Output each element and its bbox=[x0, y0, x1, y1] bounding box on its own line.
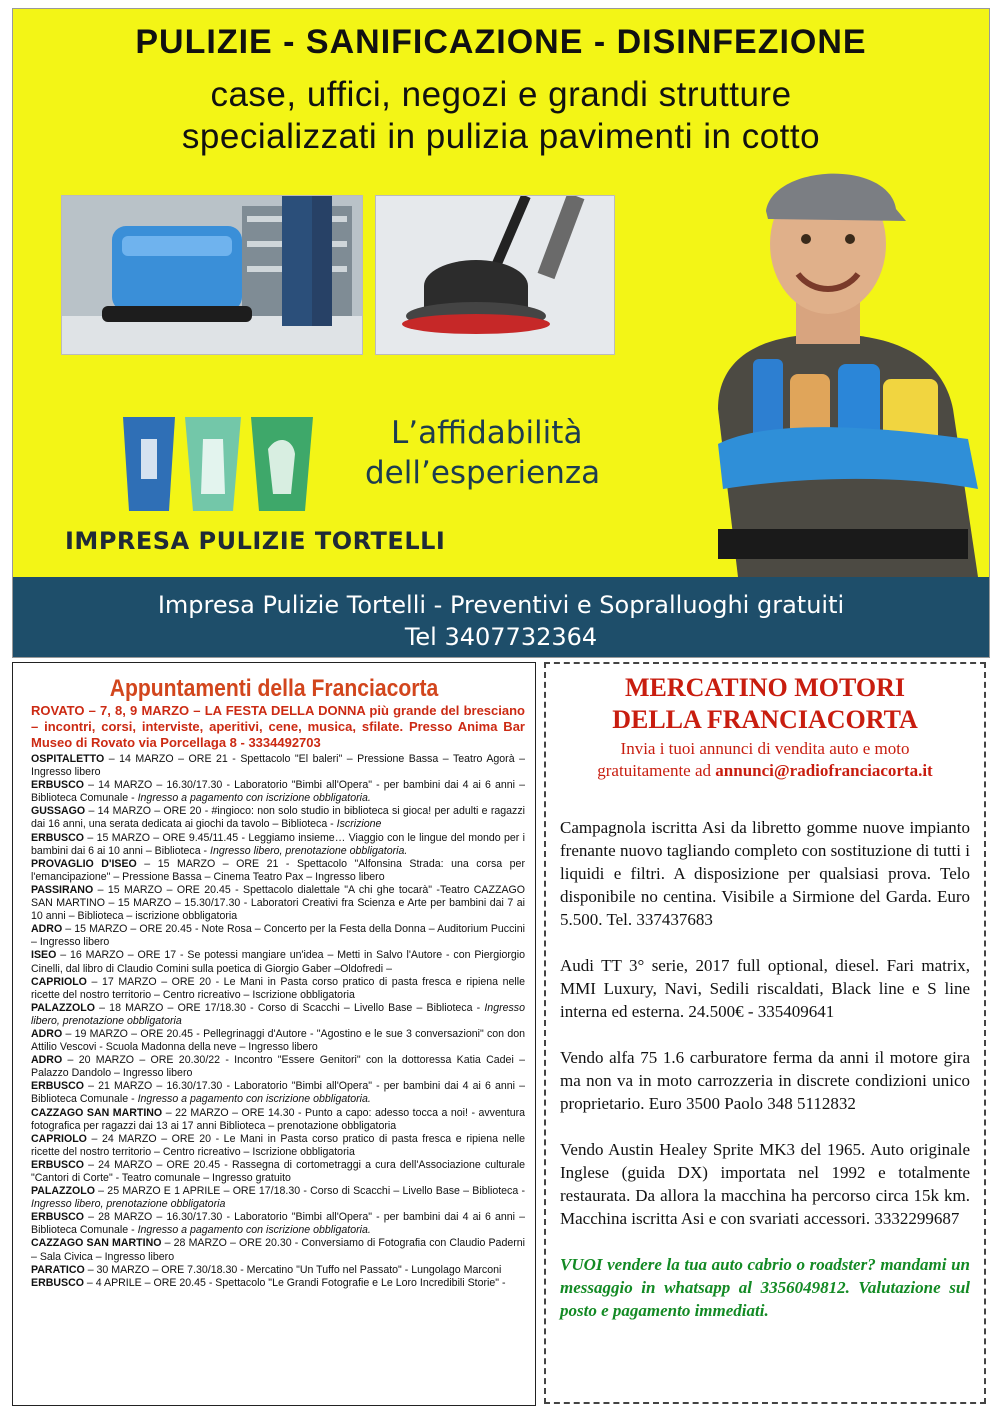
event-item bbox=[31, 1159, 525, 1185]
event-item bbox=[31, 1264, 525, 1277]
market-email[interactable]: annunci@radiofranciacorta.it bbox=[715, 761, 933, 780]
logo-text: IMPRESA PULIZIE TORTELLI bbox=[65, 527, 446, 555]
event-note: Ingresso a pagamento con iscrizione obbligatoria. bbox=[137, 1093, 371, 1106]
event-place: PROVAGLIO D'ISEO bbox=[31, 857, 137, 870]
event-note: Iscrizione bbox=[336, 818, 382, 831]
listing-item: Vendo alfa 75 1.6 carburatore ferma da anni il motore gira ma non va in moto carrozzeria in discrete condizioni unico proprietario. Euro 3500 Paolo 348 5112832 bbox=[560, 1048, 970, 1113]
appointments-intro: ROVATO – 7, 8, 9 MARZO – LA FESTA DELLA DONNA più grande del bresciano – incontri, corsi, interviste, aperitivi, cene, musica, sfilate. Presso Anima Bar Museo di Rovato via Porcellaga 8 - 3334492703 bbox=[31, 703, 525, 750]
listing-item: Audi TT 3° serie, 2017 full optional, diesel. Fari matrix, MMI Luxury, Navi, Sedili riscaldati, Black line e S line interna ed esterna. 24.500€ - 335409641 bbox=[560, 956, 970, 1021]
event-item bbox=[31, 976, 525, 1002]
ad-subheadline-1: case, uffici, negozi e grandi strutture bbox=[210, 75, 792, 114]
floor-scrubber-photo bbox=[61, 195, 363, 355]
event-place: PALAZZOLO bbox=[31, 1185, 95, 1198]
event-place: ADRO bbox=[31, 923, 63, 936]
event-note: Ingresso libero, prenotazione obbligatoria bbox=[31, 1198, 226, 1211]
floor-polisher-photo bbox=[375, 195, 615, 355]
slogan-line-1: L’affidabilità bbox=[391, 415, 583, 451]
event-item bbox=[31, 805, 525, 831]
event-item bbox=[31, 1133, 525, 1159]
appointments-title: Appuntamenti della Franciacorta bbox=[109, 675, 439, 702]
event-text: – 28 MARZO – 16.30/17.30 - Laboratorio "Bimbi all'Opera" - per bambini dai 4 ai 6 anni – Biblioteca Comunale - bbox=[31, 1211, 525, 1237]
market-title-line-2: DELLA FRANCIACORTA bbox=[612, 705, 918, 734]
contact-phone: Tel 3407732364 bbox=[404, 623, 598, 651]
event-place: ERBUSCO bbox=[31, 1080, 84, 1093]
motors-market-section bbox=[544, 662, 986, 1404]
event-place: ERBUSCO bbox=[31, 779, 84, 792]
event-place: ERBUSCO bbox=[31, 1211, 84, 1224]
event-item bbox=[31, 858, 525, 884]
market-subtitle-line-1: Invia i tuoi annunci di vendita auto e moto bbox=[620, 739, 910, 758]
event-text: – 15 MARZO – ORE 20.45 - Note Rosa – Concerto per la Festa della Donna – Auditorium Puccini – Ingresso libero bbox=[31, 923, 525, 949]
listing-item: Campagnola iscritta Asi da libretto gomme nuove impianto frenante nuovo tagliando completo con sostituzione di tutti i liquidi e filtri. A disposizione per qualsiasi prova. Telo disponibile no centina. Visibile a Sirmione del Garda. Euro 5.500. Tel. 337437683 bbox=[560, 818, 970, 929]
appointments-section bbox=[12, 662, 536, 1406]
event-text: – 20 MARZO – ORE 20.30/22 - Incontro "Essere Genitori" con la dottoressa Katia Cadei – Palazzo Dandolo – Ingresso libero bbox=[31, 1054, 525, 1080]
event-item bbox=[31, 1002, 525, 1028]
event-text: – 14 MARZO – 16.30/17.30 - Laboratorio "Bimbi all'Opera" - per bambini dai 4 ai 6 anni – Biblioteca Comunale - bbox=[31, 779, 525, 805]
ad-yellow-panel bbox=[13, 9, 989, 577]
event-item bbox=[31, 1054, 525, 1080]
event-note: Ingresso libero, prenotazione obbligatoria. bbox=[210, 844, 408, 857]
event-item bbox=[31, 1185, 525, 1211]
event-item bbox=[31, 1211, 525, 1237]
event-item bbox=[31, 753, 525, 779]
event-item bbox=[31, 949, 525, 975]
event-text: – 25 MARZO E 1 APRILE – ORE 17/18.30 - Corso di Scacchi – Livello Base – Biblioteca - bbox=[94, 1185, 525, 1198]
event-note: Ingresso libero, prenotazione obbligatoria bbox=[31, 1001, 525, 1027]
event-item bbox=[31, 884, 525, 923]
event-item bbox=[31, 779, 525, 805]
event-note: Ingresso a pagamento con iscrizione obbligatoria. bbox=[137, 1224, 371, 1237]
event-text: – 18 MARZO – ORE 17/18.30 - Corso di Scacchi – Livello Base – Biblioteca - bbox=[94, 1001, 485, 1014]
market-subtitle bbox=[546, 738, 984, 782]
event-place: ERBUSCO bbox=[31, 831, 84, 844]
cleaning-advertisement bbox=[12, 8, 990, 658]
market-call-to-action: VUOI vendere la tua auto cabrio o roadster? mandami un messaggio in whatsapp al 3356049812. Valutazione sul posto e pagamento immediati. bbox=[560, 1255, 970, 1320]
event-place: CAPRIOLO bbox=[31, 975, 87, 988]
market-title-line-1: MERCATINO MOTORI bbox=[625, 673, 905, 702]
slogan-line-2: dell’esperienza bbox=[365, 455, 601, 491]
event-text: – 16 MARZO – ORE 17 - Se potessi mangiare un'idea – Metti in Salvo l'Autore - con Piergiorgio Cinelli, dal libro di Claudio Comini sulla poetica di Giorgio Gaber –Oldofredi – bbox=[31, 949, 525, 975]
event-text: – 24 MARZO – ORE 20.45 - Rassegna di cortometraggi a cura dell'Associazione culturale "Cantori di Corte" - Teatro comunale – Ingresso gratuito bbox=[31, 1158, 525, 1184]
company-logo bbox=[113, 409, 323, 519]
event-text: – 17 MARZO – ORE 20 - Le Mani in Pasta corso pratico di pasta fresca e ripiena nelle ricette del nostro territorio – Centro ricreativo – Iscrizione obbligatoria bbox=[31, 975, 525, 1001]
event-item bbox=[31, 1080, 525, 1106]
event-text: – 30 MARZO – ORE 7.30/18.30 - Mercatino "Un Tuffo nel Passato" - Lungolago Marconi bbox=[84, 1263, 502, 1276]
contact-bar-line-1: Impresa Pulizie Tortelli - Preventivi e Sopralluoghi gratuiti bbox=[157, 591, 845, 619]
event-place: ADRO bbox=[31, 1027, 63, 1040]
market-subtitle-prefix: gratuitamente ad bbox=[597, 761, 716, 780]
ad-headline: PULIZIE - SANIFICAZIONE - DISINFEZIONE bbox=[135, 23, 867, 61]
event-note: Ingresso a pagamento con iscrizione obbligatoria. bbox=[137, 792, 371, 805]
event-place: CAZZAGO SAN MARTINO bbox=[31, 1237, 162, 1250]
event-text: – 21 MARZO – 16.30/17.30 - Laboratorio "Bimbi all'Opera" - per bambini dai 4 ai 6 anni – Biblioteca Comunale - bbox=[31, 1080, 525, 1106]
events-list bbox=[13, 751, 535, 1290]
event-place: CAZZAGO SAN MARTINO bbox=[31, 1106, 163, 1119]
cleaner-man-photo bbox=[678, 159, 989, 577]
event-text: – 24 MARZO – ORE 20 - Le Mani in Pasta corso pratico di pasta fresca e ripiena nelle ricette del nostro territorio – Centro ricreativo – Iscrizione obbligatoria bbox=[31, 1132, 525, 1158]
market-subtitle-line-2 bbox=[546, 760, 984, 782]
event-place: PALAZZOLO bbox=[31, 1001, 95, 1014]
event-item bbox=[31, 1028, 525, 1054]
event-text: – 28 MARZO – ORE 20.30 - Conversiamo di Fotografia con Claudio Paderni – Sala Civica – Ingresso libero bbox=[31, 1237, 526, 1263]
event-place: ERBUSCO bbox=[31, 1158, 84, 1171]
event-place: PARATICO bbox=[31, 1263, 85, 1276]
event-text: – 14 MARZO – ORE 20 - #ingioco: non solo studio in biblioteca si gioca! per adulti e ragazzi dai 16 anni, una serata dedicata ai giochi da tavolo – Biblioteca - bbox=[31, 805, 525, 831]
event-place: ISEO bbox=[31, 949, 57, 962]
event-item bbox=[31, 923, 525, 949]
event-text: – 15 MARZO – ORE 20.45 - Spettacolo dialettale "A chi ghe tocarà" -Teatro CAZZAGO SAN MARTINO – 15 MARZO – 15.30/17.30 - Laboratori Creativi fra Scienza e Arte per bambini dai 7 ai 10 anni – Biblioteca – iscrizione obbligatoria bbox=[31, 883, 525, 923]
event-place: GUSSAGO bbox=[31, 805, 86, 818]
listing-item: Vendo Austin Healey Sprite MK3 del 1965. Auto originale Inglese (guida DX) importata nel 1992 e totalmente restaurata. Da allora la macchina ha percorso circa 15k km. Macchina iscritta Asi e con svariati accessori. 3332299687 bbox=[560, 1140, 970, 1228]
event-item bbox=[31, 832, 525, 858]
event-text: – 19 MARZO – ORE 20.45 - Pellegrinaggi d'Autore - "Agostino e le sue 3 conversazioni" con don Attilio Vescovi - Scuola Madonna della neve – Ingresso libero bbox=[31, 1027, 525, 1054]
event-item bbox=[31, 1107, 525, 1133]
event-item bbox=[31, 1277, 525, 1290]
event-place: ERBUSCO bbox=[31, 1276, 84, 1289]
contact-bar bbox=[13, 577, 989, 657]
event-text: – 4 APRILE – ORE 20.45 - Spettacolo "Le Grandi Fotografie e Le Loro Incredibili Storie" - bbox=[83, 1276, 506, 1289]
event-place: OSPITALETTO bbox=[31, 753, 105, 765]
event-text: – 14 MARZO – ORE 21 - Spettacolo "El baleri" – Pressione Bassa – Teatro Agorà – Ingresso libero bbox=[31, 753, 525, 779]
event-text: – 22 MARZO – ORE 14.30 - Punto a capo: adesso tocca a noi! - avventura fotografica per ragazzi dai 13 ai 17 anni Biblioteca – prenotazione obbligatoria bbox=[31, 1106, 526, 1132]
event-text: – 15 MARZO – ORE 9.45/11.45 - Leggiamo insieme… Viaggio con le lingue del mondo per i bambini dai 6 ai 10 anni – Biblioteca - bbox=[31, 831, 525, 857]
event-item bbox=[31, 1237, 525, 1263]
event-place: PASSIRANO bbox=[31, 883, 94, 896]
ad-subheadline-2: specializzati in pulizia pavimenti in cotto bbox=[181, 117, 821, 156]
event-place: CAPRIOLO bbox=[31, 1132, 87, 1145]
event-text: – 15 MARZO – ORE 21 - Spettacolo "Alfonsina Strada: una corsa per l'emancipazione" – Pressione Bassa – Cinema Teatro Pax – Ingresso libero bbox=[31, 857, 525, 883]
event-place: ADRO bbox=[31, 1054, 63, 1067]
market-title bbox=[546, 672, 984, 736]
